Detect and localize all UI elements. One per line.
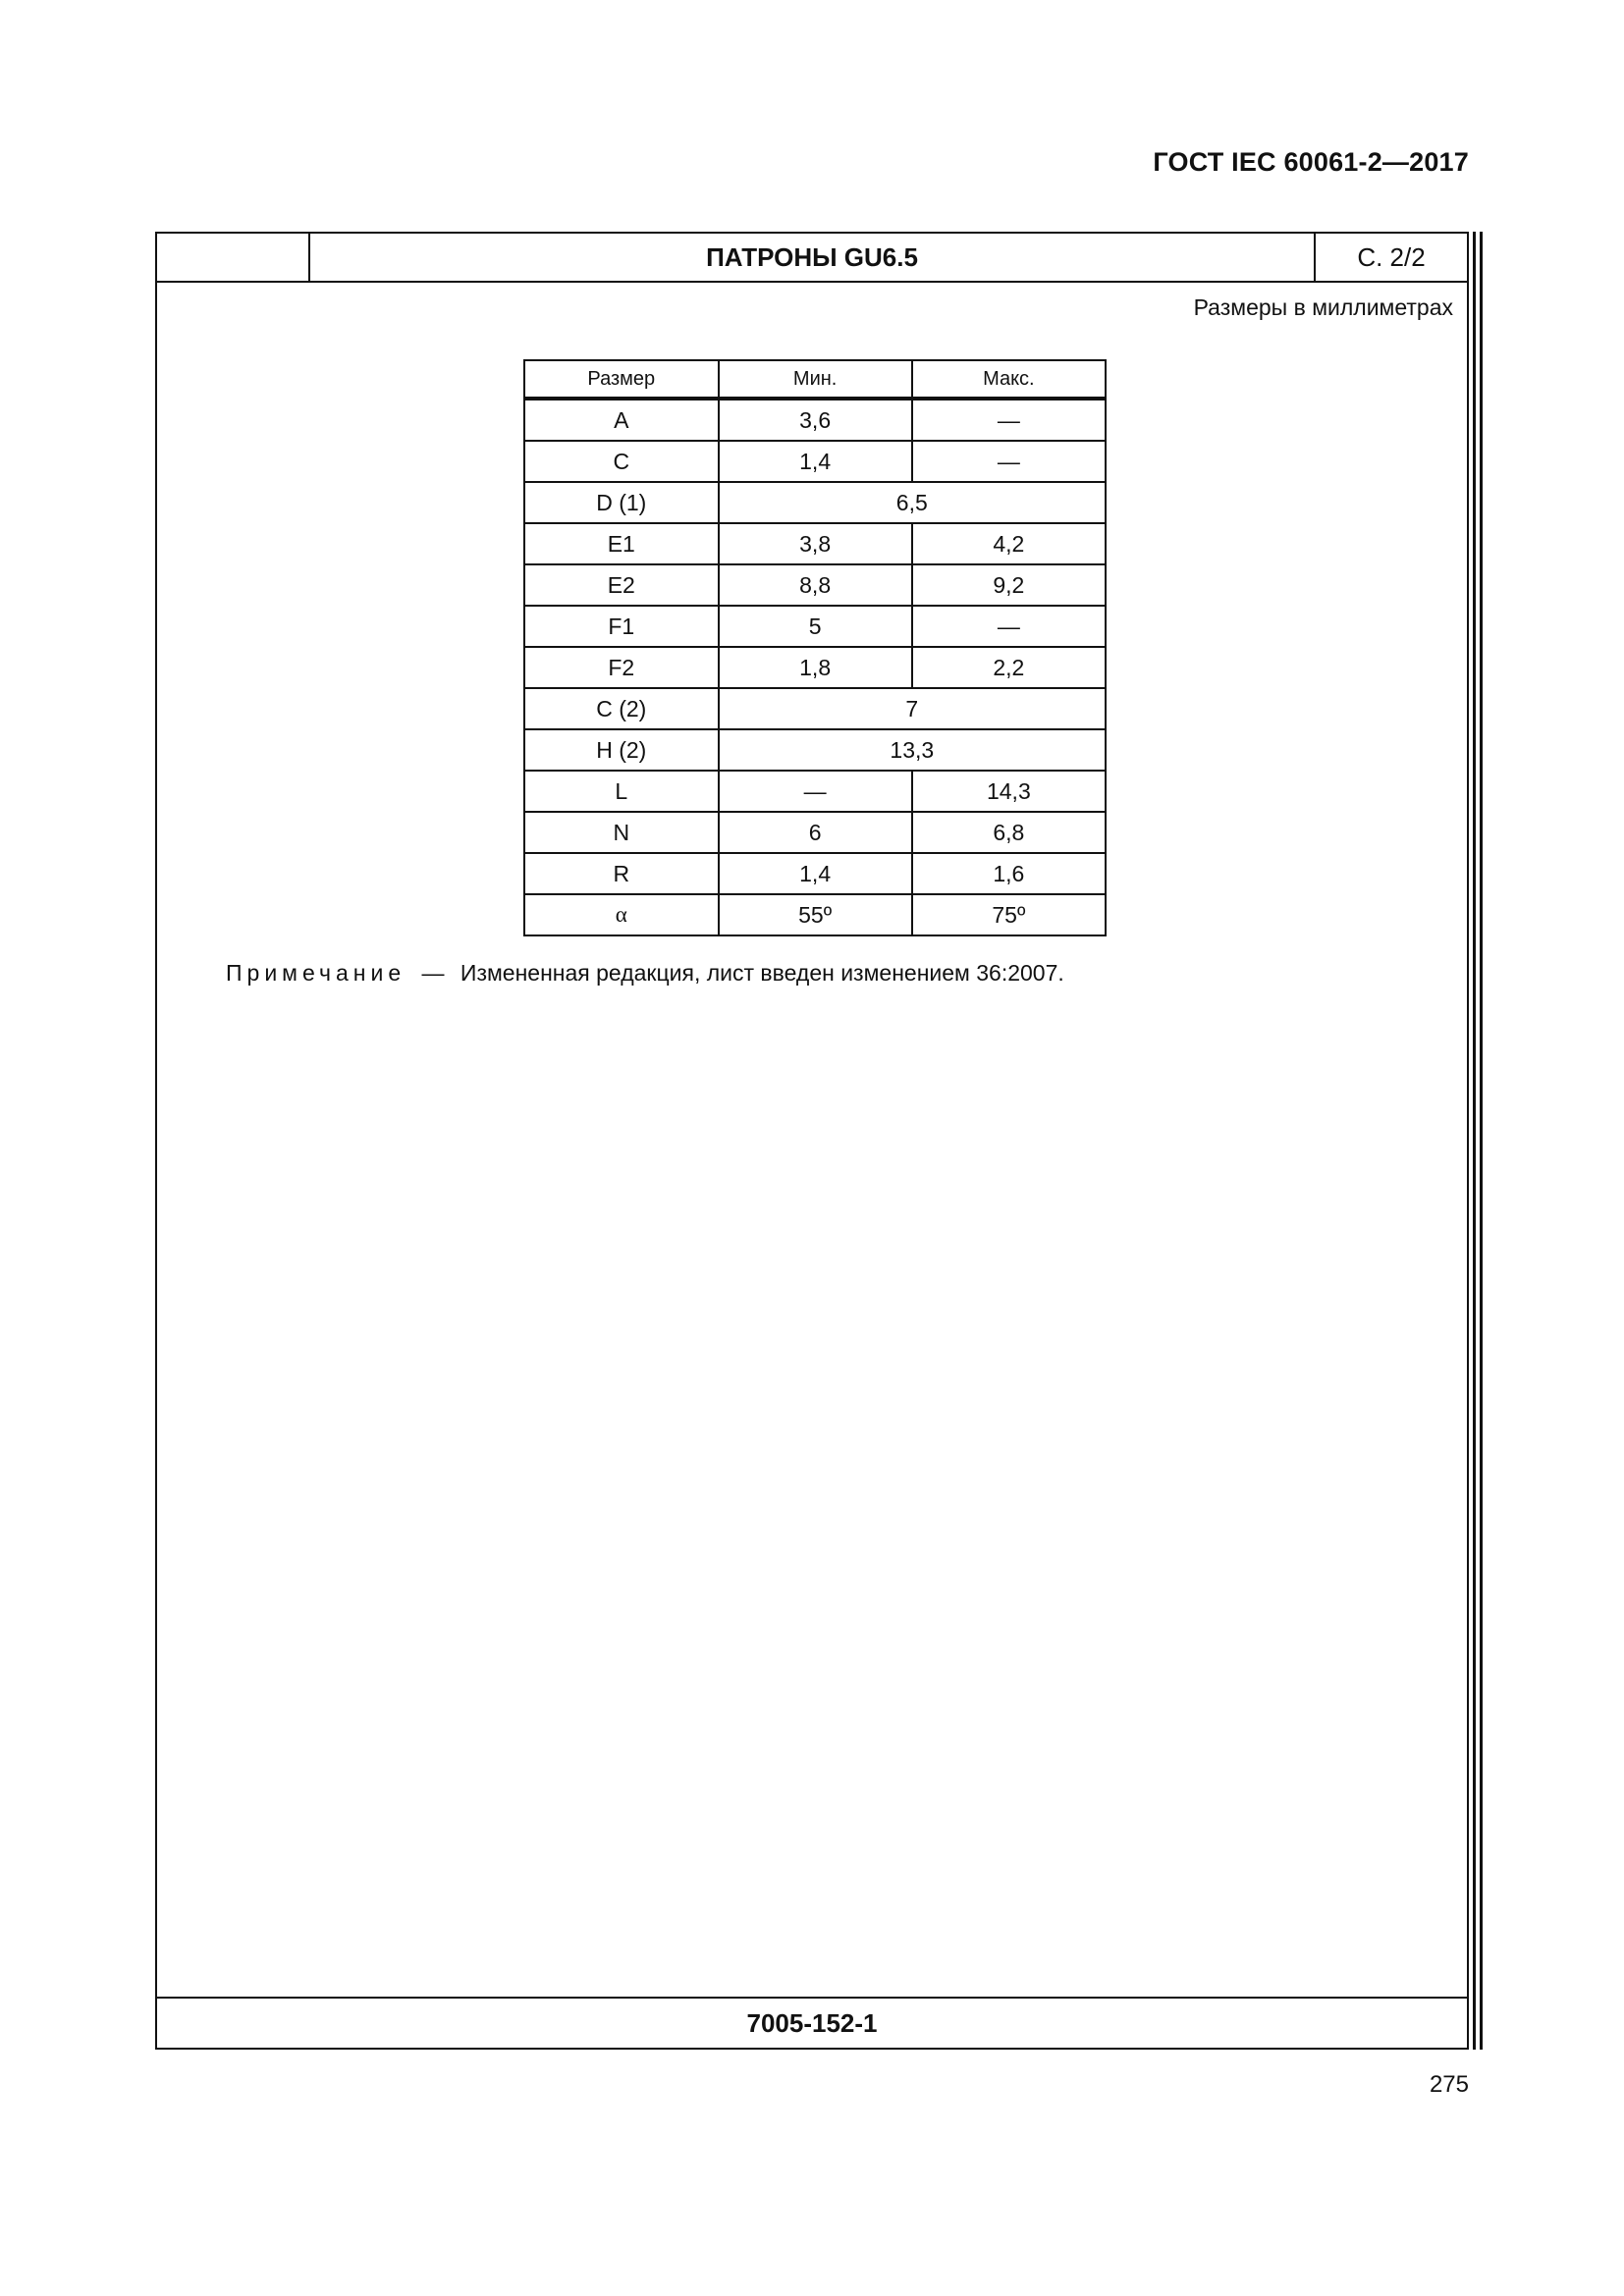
- table-row: [524, 771, 1106, 812]
- cell-max: 9,2: [912, 564, 1106, 606]
- cell-size: L: [524, 771, 719, 812]
- table-row: [524, 399, 1106, 441]
- cell-size: A: [524, 399, 719, 441]
- cell-size: D (1): [524, 482, 719, 523]
- table-row: [524, 647, 1106, 688]
- cell-max: —: [912, 606, 1106, 647]
- sheet-footer-code: 7005-152-1: [157, 1997, 1467, 2048]
- cell-min: 1,8: [719, 647, 912, 688]
- footnote-label: Примечание: [226, 960, 406, 986]
- cell-min: 6: [719, 812, 912, 853]
- title-block-empty-cell: [157, 234, 310, 281]
- cell-max: —: [912, 441, 1106, 482]
- cell-merged-value: 7: [719, 688, 1106, 729]
- cell-max: —: [912, 399, 1106, 441]
- cell-size: C (2): [524, 688, 719, 729]
- footnote: [226, 960, 1064, 987]
- cell-size: E2: [524, 564, 719, 606]
- cell-max: 14,3: [912, 771, 1106, 812]
- table-row: [524, 688, 1106, 729]
- dimensions-table: [523, 359, 1107, 936]
- cell-size: C: [524, 441, 719, 482]
- table-row: [524, 441, 1106, 482]
- title-block: [157, 234, 1467, 283]
- standard-designation: ГОСТ IEC 60061-2—2017: [1153, 147, 1469, 177]
- datasheet-frame: [155, 232, 1469, 2050]
- table-row: [524, 729, 1106, 771]
- footnote-dash: —: [421, 960, 445, 986]
- cell-size: α: [524, 894, 719, 935]
- cell-size: F2: [524, 647, 719, 688]
- binding-rule-outer: [1480, 232, 1483, 2050]
- table-row: [524, 564, 1106, 606]
- column-header-min: Мин.: [719, 360, 912, 399]
- column-header-max: Макс.: [912, 360, 1106, 399]
- cell-max: 75º: [912, 894, 1106, 935]
- cell-merged-value: 13,3: [719, 729, 1106, 771]
- footnote-text: Измененная редакция, лист введен изменением 36:2007.: [460, 960, 1064, 986]
- cell-merged-value: 6,5: [719, 482, 1106, 523]
- table-row: [524, 853, 1106, 894]
- table-header-row: [524, 360, 1106, 399]
- table-row: [524, 482, 1106, 523]
- cell-min: 1,4: [719, 853, 912, 894]
- column-header-size: Размер: [524, 360, 719, 399]
- cell-size: R: [524, 853, 719, 894]
- table-row: [524, 606, 1106, 647]
- cell-min: 8,8: [719, 564, 912, 606]
- cell-max: 4,2: [912, 523, 1106, 564]
- cell-size: N: [524, 812, 719, 853]
- units-note: Размеры в миллиметрах: [1193, 294, 1453, 320]
- cell-min: —: [719, 771, 912, 812]
- cell-min: 3,6: [719, 399, 912, 441]
- sheet-title: ПАТРОНЫ GU6.5: [310, 234, 1316, 281]
- table-row: [524, 523, 1106, 564]
- cell-max: 2,2: [912, 647, 1106, 688]
- cell-min: 55º: [719, 894, 912, 935]
- table-row: [524, 894, 1106, 935]
- sheet-page-ref: С. 2/2: [1357, 241, 1426, 272]
- binding-rule-inner: [1473, 232, 1476, 2050]
- cell-size: F1: [524, 606, 719, 647]
- cell-max: 1,6: [912, 853, 1106, 894]
- table-row: [524, 812, 1106, 853]
- cell-size: E1: [524, 523, 719, 564]
- cell-max: 6,8: [912, 812, 1106, 853]
- cell-min: 1,4: [719, 441, 912, 482]
- page-number: 275: [1429, 2071, 1469, 2098]
- cell-size: H (2): [524, 729, 719, 771]
- cell-min: 5: [719, 606, 912, 647]
- cell-min: 3,8: [719, 523, 912, 564]
